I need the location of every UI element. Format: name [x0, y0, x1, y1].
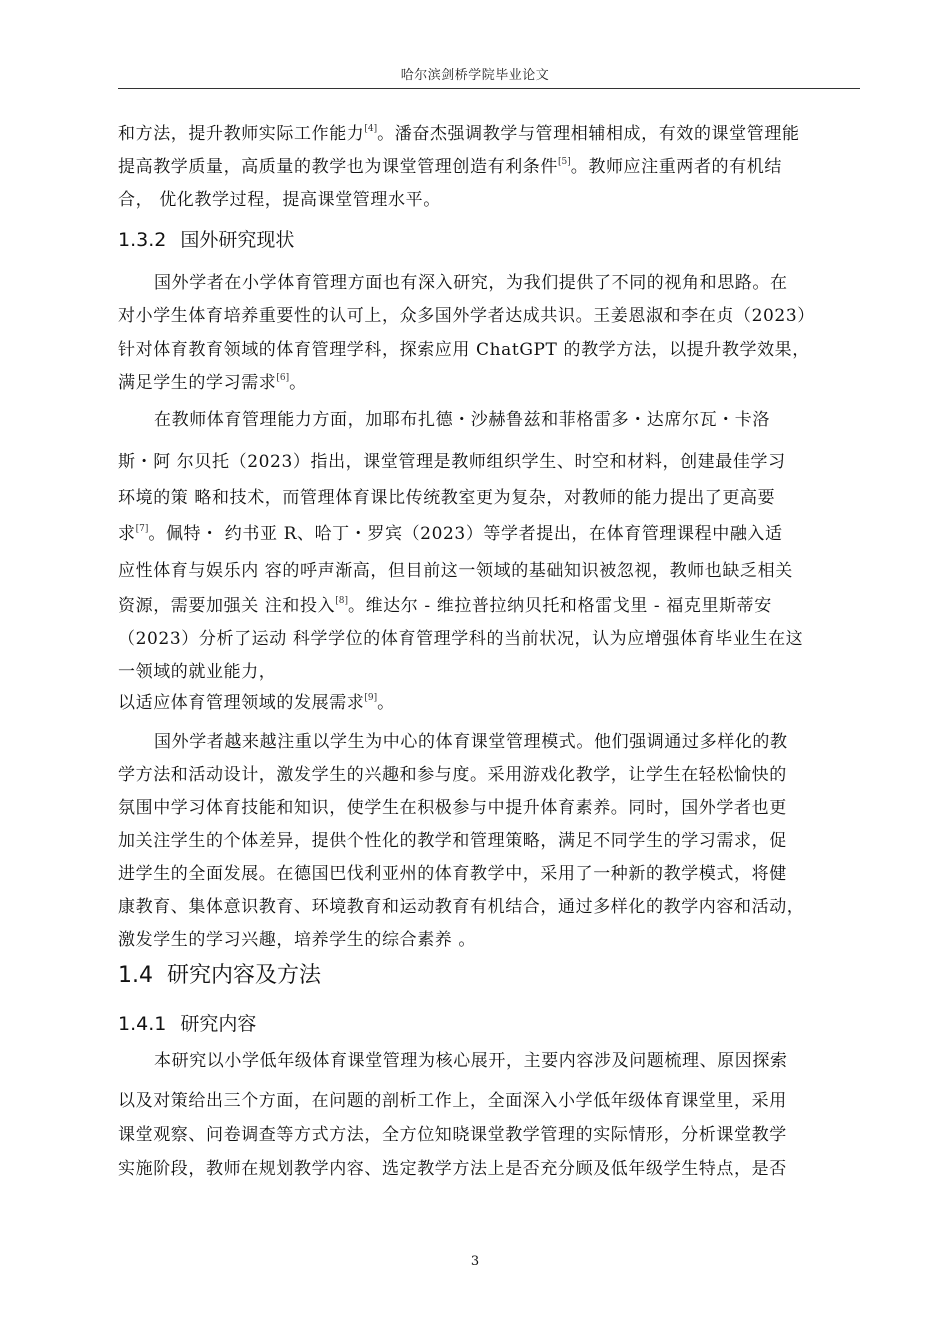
- text-line: [118, 123, 800, 145]
- text-span: 。维达尔 - 维拉普拉纳贝托和格雷戈里 - 福克里斯蒂安: [347, 596, 772, 616]
- text-span: 和方法，提升教师实际工作能力: [118, 124, 365, 144]
- section-number: 1.4: [118, 963, 153, 988]
- text-span: 。教师应注重两者的有机结: [570, 157, 782, 177]
- text-line: 本研究以小学低年级体育课堂管理为核心展开，主要内容涉及问题梳理、原因探索: [154, 1051, 788, 1071]
- section-heading-1-3-2: [118, 228, 294, 252]
- text-line: 激发学生的学习兴趣，培养学生的综合素养 。: [118, 930, 477, 950]
- text-span: 。潘奋杰强调教学与管理相辅相成，有效的课堂管理能: [377, 124, 800, 144]
- text-line: [118, 372, 307, 394]
- text-line: 实施阶段，教师在规划教学内容、选定教学方法上是否充分顾及低年级学生特点，是否: [118, 1159, 787, 1179]
- text-line: [118, 595, 772, 617]
- citation-ref: [5]: [558, 157, 571, 167]
- citation-ref: [6]: [276, 373, 290, 383]
- text-line: 加关注学生的个体差异，提供个性化的教学和管理策略，满足不同学生的学习需求，促: [118, 831, 787, 851]
- text-line: 进学生的全面发展。在德国巴伐利亚州的体育教学中，采用了一种新的教学模式，将健: [118, 864, 787, 884]
- section-title: 国外研究现状: [180, 229, 295, 251]
- section-number: 1.4.1: [118, 1013, 167, 1035]
- text-line: [118, 692, 395, 714]
- text-line: 国外学者在小学体育管理方面也有深入研究，为我们提供了不同的视角和思路。在: [154, 273, 788, 293]
- text-span: 资源，需要加强关 注和投入: [118, 596, 336, 616]
- running-header: 哈尔滨剑桥学院毕业论文: [400, 68, 550, 83]
- section-title: 研究内容及方法: [167, 963, 322, 988]
- text-line: 在教师体育管理能力方面，加耶布扎德・沙赫鲁兹和菲格雷多・达席尔瓦・卡洛: [154, 410, 770, 430]
- text-line: 康教育、集体意识教育、环境教育和运动教育有机结合，通过多样化的教学内容和活动，: [118, 897, 805, 917]
- section-heading-1-4: [118, 962, 321, 990]
- text-line: 环境的策 略和技术，而管理体育课比传统教室更为复杂，对教师的能力提出了更高要: [118, 488, 776, 508]
- text-line: 国外学者越来越注重以学生为中心的体育课堂管理模式。他们强调通过多样化的教: [154, 732, 788, 752]
- text-span: 。: [377, 693, 395, 713]
- text-line: 合， 优化教学过程，提高课堂管理水平。: [118, 190, 441, 210]
- section-heading-1-4-1: [118, 1012, 256, 1036]
- text-line: 针对体育教育领域的体育管理学科，探索应用 ChatGPT 的教学方法，以提升教学效果，: [118, 340, 810, 360]
- citation-ref: [7]: [135, 524, 149, 534]
- text-line: 应性体育与娱乐内 容的呼声渐高，但目前这一领域的基础知识被忽视，教师也缺乏相关: [118, 561, 793, 581]
- text-line: [118, 523, 783, 545]
- text-line: 氛围中学习体育技能和知识，使学生在积极参与中提升体育素养。同时，国外学者也更: [118, 798, 787, 818]
- text-span: 以适应体育管理领域的发展需求: [118, 693, 365, 713]
- text-span: 求: [118, 524, 136, 544]
- citation-ref: [4]: [364, 124, 378, 134]
- text-line: 以及对策给出三个方面，在问题的剖析工作上，全面深入小学低年级体育课堂里，采用: [118, 1091, 787, 1111]
- header-rule: [118, 88, 860, 89]
- text-span: 提高教学质量，高质量的教学也为课堂管理创造有利条件: [118, 157, 558, 177]
- text-line: [118, 156, 782, 178]
- citation-ref: [8]: [335, 596, 348, 606]
- text-span: 。佩特・ 约书亚 R、哈丁・罗宾（2023）等学者提出，在体育管理课程中融入适: [148, 524, 783, 544]
- section-number: 1.3.2: [118, 229, 167, 251]
- page-number: 3: [470, 1254, 480, 1269]
- text-line: 课堂观察、问卷调查等方式方法，全方位知晓课堂教学管理的实际情形，分析课堂教学: [118, 1125, 787, 1145]
- citation-ref: [9]: [364, 693, 378, 703]
- text-line: 一领域的就业能力，: [118, 662, 277, 682]
- text-span: 。: [289, 373, 307, 393]
- text-line: 对小学生体育培养重要性的认可上，众多国外学者达成共识。王姜恩淑和李在贞（2023）: [118, 306, 815, 326]
- text-span: 满足学生的学习需求: [118, 373, 277, 393]
- section-title: 研究内容: [180, 1013, 257, 1035]
- text-line: （2023）分析了运动 科学学位的体育管理学科的当前状况，认为应增强体育毕业生在这: [118, 629, 804, 649]
- text-line: 学方法和活动设计，激发学生的兴趣和参与度。采用游戏化教学，让学生在轻松愉快的: [118, 765, 787, 785]
- text-line: 斯・阿 尔贝托（2023）指出，课堂管理是教师组织学生、时空和材料，创建最佳学习: [118, 452, 786, 472]
